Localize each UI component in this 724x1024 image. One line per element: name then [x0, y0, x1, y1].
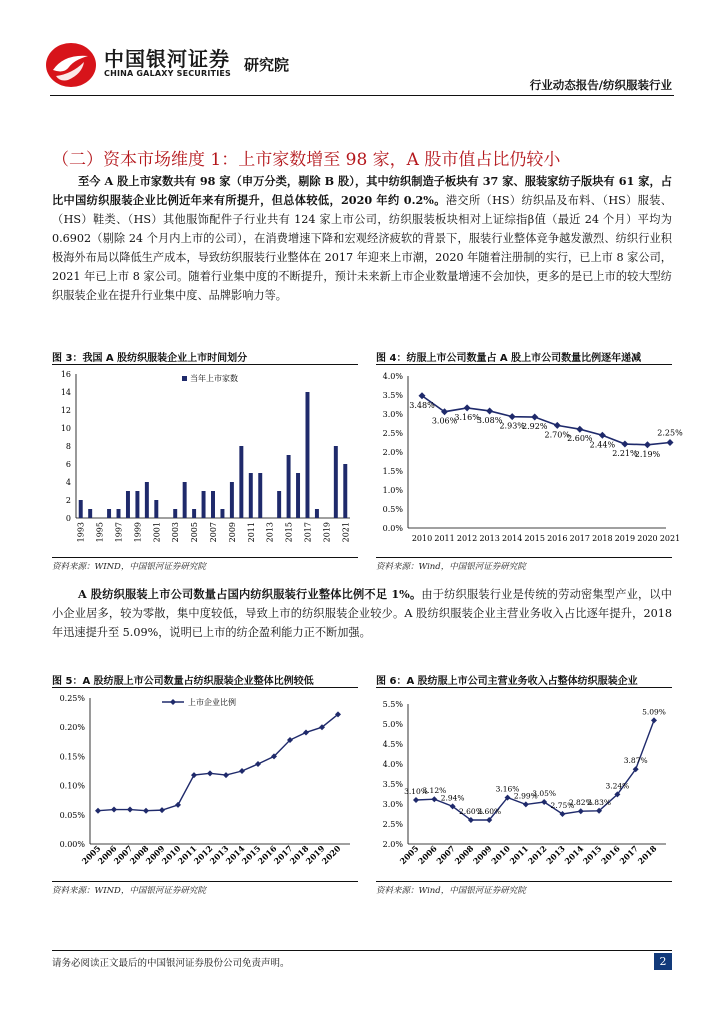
- x-tick-label: 2017: [569, 534, 590, 543]
- bar: [107, 509, 111, 518]
- x-tick-label: 2021: [659, 534, 681, 543]
- paragraph-2-bold: A 股纺织服装上市公司数量占国内纺织服装行业整体比例不足 1%。: [78, 587, 422, 601]
- y-tick-label: 3.0%: [382, 410, 403, 419]
- bar: [277, 491, 281, 518]
- bar: [126, 491, 130, 518]
- paragraph-2-text: 由于纺织服装行业是传统的劳动密集型产业，以中小企业居多，较为零散，集中度较低，导致上市的纺织服装企业较少。A 股纺织服装企业主营业务收入占比逐年提升，2018 年迅速提升至 5.09%，说明已上市的纺企盈利能力正不断加强。: [52, 588, 672, 639]
- x-tick-label: 2015: [580, 843, 604, 867]
- header: [0, 0, 724, 96]
- bar: [239, 446, 243, 518]
- logo-chinese: 中国银河证券: [104, 47, 230, 71]
- x-tick-label: 2001: [152, 522, 162, 543]
- data-label: 3.87%: [623, 756, 648, 766]
- bar: [145, 482, 149, 518]
- y-tick-label: 0.15%: [59, 752, 85, 762]
- series-line: [98, 714, 338, 810]
- data-point: [509, 413, 516, 420]
- bar: [334, 446, 338, 518]
- bar: [154, 500, 158, 518]
- x-tick-label: 2017: [271, 843, 295, 867]
- y-tick-label: 2: [65, 496, 71, 505]
- y-tick-label: 0.05%: [59, 810, 85, 820]
- y-tick-label: 3.5%: [382, 780, 403, 789]
- x-tick-label: 2008: [127, 843, 151, 867]
- bar: [173, 509, 177, 518]
- data-point: [486, 407, 493, 414]
- x-tick-label: 2007: [111, 843, 135, 867]
- data-point: [143, 808, 149, 814]
- x-tick-label: 2019: [614, 534, 636, 543]
- paragraph-2: [52, 585, 672, 642]
- data-label: 3.08%: [476, 415, 503, 425]
- x-tick-label: 2014: [502, 534, 523, 543]
- legend-label: 当年上市家数: [190, 374, 238, 383]
- y-tick-label: 0.25%: [59, 694, 85, 703]
- figure-4-caption: 图 4：纺服上市公司数量占 A 股上市公司数量比例逐年递减: [376, 353, 642, 364]
- bar: [249, 473, 253, 518]
- data-point: [523, 801, 529, 807]
- data-point: [464, 404, 471, 411]
- paragraph-1-bold: 至今 A 股上市家数共有 98 家（申万分类，剔除 B 股），其中纺织制造子板块有 37 家、服装家纺子版块有 61 家，占比中国纺织服装企业比例近年来有所提升，但总体较低，2020 年约 0.2%。: [52, 174, 672, 207]
- bar: [258, 473, 262, 518]
- x-tick-label: 1999: [133, 522, 143, 543]
- institute-label: 研究院: [244, 56, 290, 74]
- data-point: [127, 807, 133, 813]
- y-tick-label: 3.0%: [382, 800, 403, 809]
- data-label: 2.70%: [544, 430, 570, 440]
- x-tick-label: 2006: [95, 843, 119, 867]
- figure-3-source: 资料来源：WIND，中国银河证券研究院: [52, 562, 206, 572]
- y-tick-label: 4.0%: [382, 372, 403, 381]
- data-label: 2.60%: [459, 807, 483, 816]
- figure-6-chart: [376, 690, 672, 880]
- x-tick-label: 2005: [190, 522, 200, 543]
- x-tick-label: 2009: [143, 843, 167, 867]
- x-tick-label: 1997: [114, 522, 124, 543]
- figure-6-bottom-rule: [376, 881, 672, 882]
- x-tick-label: 2007: [434, 843, 458, 867]
- x-tick-label: 2005: [397, 843, 421, 867]
- bar: [305, 392, 309, 518]
- data-point: [95, 808, 101, 814]
- data-label: 3.06%: [431, 416, 458, 426]
- x-tick-label: 2010: [159, 843, 183, 867]
- data-point: [239, 768, 245, 774]
- header-rule: [50, 95, 674, 96]
- logo-english: CHINA GALAXY SECURITIES: [104, 69, 231, 78]
- data-label: 2.75%: [550, 801, 575, 810]
- bar: [296, 473, 300, 518]
- y-tick-label: 4.0%: [382, 760, 403, 769]
- data-label: 2.60%: [477, 807, 502, 816]
- bar: [220, 509, 224, 518]
- figure-4-bottom-rule: [376, 557, 672, 558]
- data-point: [554, 422, 561, 429]
- figure-6-caption: 图 6：A 股纺服上市公司主营业务收入占整体纺织服装企业: [376, 676, 638, 687]
- bar: [315, 509, 319, 518]
- x-tick-label: 2018: [287, 843, 311, 867]
- paragraph-1-text: 港交所（HS）纺织品及布料、（HS）服装、（HS）鞋类、（HS）其他服饰配件子行业共有 124 家上市公司，纺织服装板块相对上证综指β值（最近 24 个月）平均为 0.6902（剔除 24 个月内上市的公司），在消费增速下降和宏观经济疲软的背景下，服装行业整体竞争越发激烈、纺织行业积极海外布局以降低生产成本，导致纺织服装行业整体在 2017 年迎来上市潮，2020 年随着注册制的实行，已上市 8 家公司，2021 年已上市 8 家公司。随着行业集中度的不断提升，预计未来新上市企业数量增速不会加快，更多的是已上市的较大型纺织服装企业在提升行业集中度、品牌影响力等。: [52, 194, 672, 302]
- bar: [79, 500, 83, 518]
- data-label: 2.82%: [568, 798, 593, 808]
- bar: [117, 509, 121, 518]
- data-point: [431, 796, 437, 802]
- data-label: 3.48%: [409, 400, 435, 410]
- y-tick-label: 4: [65, 478, 71, 487]
- data-label: 3.24%: [605, 781, 630, 791]
- y-tick-label: 0.10%: [59, 781, 85, 791]
- x-tick-label: 2010: [411, 534, 433, 543]
- x-tick-label: 2018: [592, 534, 613, 543]
- data-point: [531, 414, 538, 421]
- x-tick-label: 2007: [209, 522, 218, 543]
- footer-rule: [52, 950, 672, 951]
- data-point: [159, 807, 165, 813]
- x-tick-label: 2014: [562, 843, 586, 867]
- y-tick-label: 0.0%: [382, 524, 403, 533]
- x-tick-label: 2019: [303, 843, 327, 867]
- x-tick-label: 2011: [507, 843, 531, 867]
- x-tick-label: 2009: [470, 843, 494, 867]
- x-tick-label: 2016: [598, 843, 622, 867]
- data-point: [578, 808, 584, 814]
- x-tick-label: 2013: [207, 843, 231, 867]
- data-point: [576, 426, 583, 433]
- x-tick-label: 2016: [255, 843, 279, 867]
- x-tick-label: 2019: [322, 522, 332, 543]
- data-label: 3.12%: [422, 786, 447, 796]
- data-point: [223, 772, 229, 778]
- x-tick-label: 2016: [547, 534, 568, 543]
- data-point: [191, 772, 197, 778]
- figure-3-caption: 图 3：我国 A 股纺织服装企业上市时间划分: [52, 353, 248, 364]
- y-tick-label: 2.5%: [382, 429, 403, 438]
- y-tick-label: 5.5%: [382, 700, 403, 709]
- x-tick-label: 2020: [319, 843, 343, 867]
- x-tick-label: 2009: [227, 522, 237, 543]
- x-tick-label: 2011: [175, 843, 199, 867]
- y-tick-label: 1.5%: [382, 467, 403, 476]
- data-label: 2.83%: [587, 797, 611, 807]
- data-point: [111, 807, 117, 813]
- x-tick-label: 2010: [489, 843, 512, 867]
- figure-5-caption: 图 5：A 股纺服上市公司数量占纺织服装企业整体比例较低: [52, 676, 314, 687]
- paragraph-1: [52, 172, 672, 305]
- bar: [211, 491, 215, 518]
- footer-disclaimer: 请务必阅读正文最后的中国银河证券股份公司免责声明。: [52, 958, 290, 969]
- y-tick-label: 2.0%: [382, 448, 403, 457]
- y-tick-label: 10: [60, 424, 71, 433]
- x-tick-label: 2013: [544, 843, 567, 867]
- bar: [202, 491, 206, 518]
- y-tick-label: 0.5%: [382, 505, 403, 514]
- data-label: 2.44%: [589, 440, 616, 450]
- y-tick-label: 0: [65, 514, 71, 523]
- data-label: 2.92%: [522, 422, 548, 432]
- figure-5-source: 资料来源：WIND，中国银河证券研究院: [52, 886, 206, 896]
- data-point: [621, 441, 628, 448]
- x-tick-label: 2020: [637, 534, 658, 543]
- data-point: [175, 802, 181, 808]
- y-tick-label: 5.0%: [382, 720, 403, 729]
- figure-3-chart: [52, 366, 358, 556]
- y-tick-label: 6: [65, 460, 71, 469]
- x-tick-label: 2008: [452, 843, 476, 867]
- data-point: [599, 432, 606, 439]
- data-label: 3.10%: [404, 787, 428, 796]
- bar: [230, 482, 234, 518]
- figure-3-bottom-rule: [52, 557, 358, 558]
- bar: [287, 455, 291, 518]
- y-tick-label: 8: [65, 442, 71, 451]
- galaxy-logo-icon: [44, 40, 98, 90]
- bar: [135, 491, 139, 518]
- data-point: [207, 770, 213, 776]
- x-tick-label: 2015: [239, 843, 263, 867]
- bar: [343, 464, 347, 518]
- x-tick-label: 2005: [79, 843, 103, 867]
- figure-5-bottom-rule: [52, 881, 358, 882]
- x-tick-label: 1993: [76, 522, 86, 543]
- x-tick-label: 2017: [303, 522, 313, 543]
- x-tick-label: 2013: [479, 534, 500, 543]
- data-point: [255, 761, 261, 767]
- figure-4-caption-rule: [376, 364, 672, 365]
- x-tick-label: 2012: [456, 534, 478, 543]
- x-tick-label: 2012: [525, 843, 549, 867]
- x-tick-label: 1995: [95, 522, 105, 543]
- figure-6-source: 资料来源：Wind，中国银河证券研究院: [376, 886, 526, 896]
- figure-3-caption-rule: [52, 364, 358, 365]
- figure-4-source: 资料来源：Wind，中国银河证券研究院: [376, 562, 526, 572]
- y-tick-label: 2.5%: [382, 820, 403, 829]
- data-label: 2.19%: [634, 449, 661, 459]
- x-tick-label: 2003: [171, 522, 181, 543]
- data-label: 2.60%: [567, 434, 593, 444]
- y-tick-label: 0.20%: [59, 723, 85, 733]
- y-tick-label: 16: [60, 370, 71, 379]
- y-tick-label: 0.00%: [59, 840, 85, 849]
- x-tick-label: 2015: [284, 522, 294, 543]
- data-label: 3.05%: [532, 789, 557, 798]
- page-number: 2: [654, 953, 672, 970]
- x-tick-label: 2018: [635, 843, 659, 867]
- data-label: 2.25%: [657, 428, 683, 438]
- x-tick-label: 2011: [434, 534, 455, 543]
- x-tick-label: 2013: [265, 522, 275, 543]
- y-tick-label: 12: [60, 406, 71, 415]
- y-tick-label: 4.5%: [382, 740, 403, 749]
- data-label: 2.93%: [499, 421, 525, 431]
- data-label: 2.21%: [612, 449, 638, 459]
- y-tick-label: 3.5%: [382, 391, 403, 400]
- legend-marker: [170, 699, 176, 705]
- x-tick-label: 2011: [246, 522, 256, 543]
- section-title: （二）资本市场维度 1：上市家数增至 98 家，A 股市值占比仍较小: [52, 150, 561, 170]
- y-tick-label: 2.0%: [382, 840, 403, 849]
- figure-5-chart: [52, 690, 358, 880]
- figure-5-caption-rule: [52, 687, 358, 688]
- bar: [192, 509, 196, 518]
- bar: [183, 482, 187, 518]
- figure-4-chart: [376, 366, 683, 556]
- x-tick-label: 2012: [191, 843, 215, 867]
- data-label: 5.09%: [642, 707, 666, 717]
- legend-label: 上市企业比例: [188, 698, 236, 707]
- bar: [88, 509, 92, 518]
- data-label: 2.99%: [513, 791, 538, 801]
- data-label: 3.16%: [454, 412, 480, 422]
- data-point: [667, 439, 674, 446]
- y-tick-label: 1.0%: [382, 486, 403, 495]
- data-label: 3.16%: [495, 784, 520, 794]
- data-point: [651, 717, 657, 723]
- x-tick-label: 2014: [223, 843, 247, 867]
- x-tick-label: 2015: [524, 534, 545, 543]
- figure-6-caption-rule: [376, 687, 672, 688]
- x-tick-label: 2006: [415, 843, 439, 867]
- x-tick-label: 2017: [617, 843, 641, 867]
- data-point: [413, 797, 419, 803]
- report-type: 行业动态报告/纺织服装行业: [529, 78, 672, 92]
- legend-swatch: [182, 376, 187, 381]
- data-point: [644, 441, 651, 448]
- x-tick-label: 2021: [341, 522, 351, 543]
- data-point: [303, 729, 309, 735]
- y-tick-label: 14: [60, 388, 71, 397]
- data-label: 2.94%: [440, 793, 465, 803]
